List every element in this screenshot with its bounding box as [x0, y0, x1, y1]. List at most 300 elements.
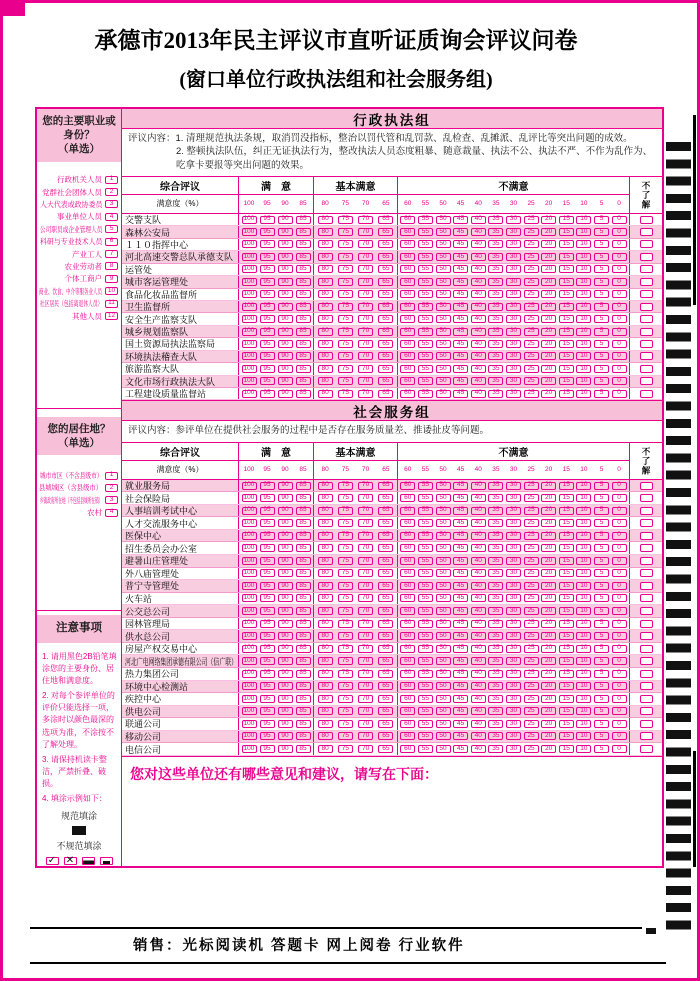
bubble-unknown[interactable]: [640, 377, 653, 385]
bubble-unknown[interactable]: [640, 632, 653, 640]
bubble-60[interactable]: 60: [400, 707, 415, 715]
bubble-90[interactable]: 90: [278, 482, 293, 490]
bubble-85[interactable]: 85: [296, 365, 311, 373]
bubble-30[interactable]: 30: [506, 507, 521, 515]
bubble-50[interactable]: 50: [436, 365, 451, 373]
bubble-50[interactable]: 50: [436, 377, 451, 385]
bubble-20[interactable]: 20: [541, 620, 556, 628]
bubble-5[interactable]: 5: [594, 657, 609, 665]
bubble-80[interactable]: 80: [318, 657, 333, 665]
occupation-option[interactable]: [37, 260, 121, 272]
bubble-50[interactable]: 50: [436, 632, 451, 640]
bubble-50[interactable]: 50: [436, 732, 451, 740]
bubble-60[interactable]: 60: [400, 240, 415, 248]
bubble-90[interactable]: 90: [278, 670, 293, 678]
bubble-5[interactable]: 5: [594, 265, 609, 273]
bubble-70[interactable]: 70: [358, 707, 373, 715]
bubble-75[interactable]: 75: [338, 340, 353, 348]
bubble-70[interactable]: 70: [358, 682, 373, 690]
bubble-70[interactable]: 70: [358, 544, 373, 552]
bubble-25[interactable]: 25: [524, 365, 539, 373]
bubble-20[interactable]: 20: [541, 494, 556, 502]
bubble-40[interactable]: 40: [471, 607, 486, 615]
bubble-90[interactable]: 90: [278, 240, 293, 248]
bubble-15[interactable]: 15: [559, 278, 574, 286]
bubble-55[interactable]: 55: [418, 507, 433, 515]
bubble-85[interactable]: 85: [296, 620, 311, 628]
bubble-10[interactable]: 10: [576, 278, 591, 286]
bubble-25[interactable]: 25: [524, 240, 539, 248]
bubble-70[interactable]: 70: [358, 695, 373, 703]
bubble-100[interactable]: 100: [242, 620, 257, 628]
bubble-80[interactable]: 80: [318, 695, 333, 703]
bubble-95[interactable]: 95: [260, 303, 275, 311]
bubble-5[interactable]: 5: [594, 695, 609, 703]
bubble-80[interactable]: 80: [318, 544, 333, 552]
bubble-50[interactable]: 50: [436, 569, 451, 577]
bubble-60[interactable]: 60: [400, 253, 415, 261]
bubble-50[interactable]: 50: [436, 482, 451, 490]
bubble-55[interactable]: 55: [418, 377, 433, 385]
bubble-55[interactable]: 55: [418, 695, 433, 703]
bubble-50[interactable]: 50: [436, 216, 451, 224]
bubble-10[interactable]: 10: [576, 507, 591, 515]
bubble-10[interactable]: 10: [576, 352, 591, 360]
bubble-unknown[interactable]: [640, 340, 653, 348]
bubble-80[interactable]: 80: [318, 582, 333, 590]
residence-option-bubble[interactable]: 1: [105, 472, 118, 480]
bubble-40[interactable]: 40: [471, 240, 486, 248]
bubble-5[interactable]: 5: [594, 328, 609, 336]
bubble-10[interactable]: 10: [576, 532, 591, 540]
bubble-35[interactable]: 35: [488, 494, 503, 502]
bubble-65[interactable]: 65: [378, 732, 393, 740]
bubble-0[interactable]: 0: [612, 265, 627, 273]
bubble-15[interactable]: 15: [559, 720, 574, 728]
bubble-20[interactable]: 20: [541, 216, 556, 224]
bubble-55[interactable]: 55: [418, 240, 433, 248]
bubble-70[interactable]: 70: [358, 720, 373, 728]
bubble-15[interactable]: 15: [559, 582, 574, 590]
bubble-70[interactable]: 70: [358, 657, 373, 665]
bubble-15[interactable]: 15: [559, 745, 574, 753]
bubble-15[interactable]: 15: [559, 519, 574, 527]
bubble-90[interactable]: 90: [278, 519, 293, 527]
bubble-95[interactable]: 95: [260, 695, 275, 703]
bubble-60[interactable]: 60: [400, 607, 415, 615]
bubble-80[interactable]: 80: [318, 253, 333, 261]
bubble-55[interactable]: 55: [418, 290, 433, 298]
bubble-60[interactable]: 60: [400, 569, 415, 577]
bubble-30[interactable]: 30: [506, 745, 521, 753]
bubble-50[interactable]: 50: [436, 340, 451, 348]
bubble-70[interactable]: 70: [358, 253, 373, 261]
bubble-unknown[interactable]: [640, 494, 653, 502]
bubble-0[interactable]: 0: [612, 632, 627, 640]
bubble-80[interactable]: 80: [318, 228, 333, 236]
bubble-35[interactable]: 35: [488, 352, 503, 360]
bubble-30[interactable]: 30: [506, 557, 521, 565]
bubble-10[interactable]: 10: [576, 645, 591, 653]
bubble-20[interactable]: 20: [541, 352, 556, 360]
bubble-20[interactable]: 20: [541, 265, 556, 273]
bubble-70[interactable]: 70: [358, 732, 373, 740]
bubble-55[interactable]: 55: [418, 340, 433, 348]
occupation-option[interactable]: [37, 310, 121, 322]
bubble-100[interactable]: 100: [242, 594, 257, 602]
bubble-90[interactable]: 90: [278, 377, 293, 385]
bubble-5[interactable]: 5: [594, 557, 609, 565]
bubble-5[interactable]: 5: [594, 240, 609, 248]
bubble-50[interactable]: 50: [436, 645, 451, 653]
bubble-75[interactable]: 75: [338, 532, 353, 540]
bubble-80[interactable]: 80: [318, 377, 333, 385]
bubble-50[interactable]: 50: [436, 328, 451, 336]
bubble-5[interactable]: 5: [594, 377, 609, 385]
bubble-85[interactable]: 85: [296, 494, 311, 502]
bubble-70[interactable]: 70: [358, 507, 373, 515]
bubble-20[interactable]: 20: [541, 632, 556, 640]
bubble-15[interactable]: 15: [559, 670, 574, 678]
bubble-100[interactable]: 100: [242, 240, 257, 248]
bubble-85[interactable]: 85: [296, 657, 311, 665]
bubble-80[interactable]: 80: [318, 519, 333, 527]
bubble-60[interactable]: 60: [400, 720, 415, 728]
bubble-75[interactable]: 75: [338, 352, 353, 360]
bubble-40[interactable]: 40: [471, 532, 486, 540]
bubble-60[interactable]: 60: [400, 315, 415, 323]
bubble-15[interactable]: 15: [559, 216, 574, 224]
bubble-60[interactable]: 60: [400, 594, 415, 602]
bubble-15[interactable]: 15: [559, 682, 574, 690]
bubble-85[interactable]: 85: [296, 745, 311, 753]
bubble-20[interactable]: 20: [541, 544, 556, 552]
bubble-40[interactable]: 40: [471, 482, 486, 490]
bubble-20[interactable]: 20: [541, 290, 556, 298]
bubble-60[interactable]: 60: [400, 632, 415, 640]
bubble-85[interactable]: 85: [296, 377, 311, 385]
bubble-45[interactable]: 45: [453, 328, 468, 336]
bubble-30[interactable]: 30: [506, 582, 521, 590]
occupation-option-bubble[interactable]: 10: [105, 287, 118, 295]
bubble-unknown[interactable]: [640, 228, 653, 236]
bubble-75[interactable]: 75: [338, 745, 353, 753]
bubble-65[interactable]: 65: [378, 607, 393, 615]
bubble-10[interactable]: 10: [576, 557, 591, 565]
residence-option[interactable]: [37, 482, 121, 494]
bubble-55[interactable]: 55: [418, 657, 433, 665]
bubble-40[interactable]: 40: [471, 228, 486, 236]
bubble-95[interactable]: 95: [260, 607, 275, 615]
bubble-55[interactable]: 55: [418, 352, 433, 360]
bubble-70[interactable]: 70: [358, 569, 373, 577]
bubble-90[interactable]: 90: [278, 278, 293, 286]
bubble-15[interactable]: 15: [559, 315, 574, 323]
bubble-60[interactable]: 60: [400, 228, 415, 236]
bubble-65[interactable]: 65: [378, 253, 393, 261]
occupation-option[interactable]: [37, 235, 121, 247]
bubble-unknown[interactable]: [640, 682, 653, 690]
bubble-75[interactable]: 75: [338, 253, 353, 261]
bubble-70[interactable]: 70: [358, 303, 373, 311]
bubble-10[interactable]: 10: [576, 657, 591, 665]
bubble-unknown[interactable]: [640, 720, 653, 728]
bubble-55[interactable]: 55: [418, 544, 433, 552]
bubble-90[interactable]: 90: [278, 745, 293, 753]
bubble-45[interactable]: 45: [453, 632, 468, 640]
bubble-20[interactable]: 20: [541, 228, 556, 236]
bubble-95[interactable]: 95: [260, 290, 275, 298]
bubble-35[interactable]: 35: [488, 670, 503, 678]
bubble-45[interactable]: 45: [453, 695, 468, 703]
bubble-75[interactable]: 75: [338, 682, 353, 690]
bubble-35[interactable]: 35: [488, 216, 503, 224]
bubble-0[interactable]: 0: [612, 682, 627, 690]
bubble-25[interactable]: 25: [524, 216, 539, 224]
bubble-65[interactable]: 65: [378, 645, 393, 653]
bubble-75[interactable]: 75: [338, 290, 353, 298]
bubble-60[interactable]: 60: [400, 290, 415, 298]
bubble-unknown[interactable]: [640, 544, 653, 552]
bubble-10[interactable]: 10: [576, 720, 591, 728]
bubble-55[interactable]: 55: [418, 278, 433, 286]
bubble-90[interactable]: 90: [278, 569, 293, 577]
bubble-10[interactable]: 10: [576, 544, 591, 552]
bubble-25[interactable]: 25: [524, 290, 539, 298]
bubble-100[interactable]: 100: [242, 519, 257, 527]
bubble-15[interactable]: 15: [559, 620, 574, 628]
bubble-5[interactable]: 5: [594, 745, 609, 753]
bubble-10[interactable]: 10: [576, 695, 591, 703]
bubble-25[interactable]: 25: [524, 594, 539, 602]
bubble-75[interactable]: 75: [338, 582, 353, 590]
bubble-45[interactable]: 45: [453, 557, 468, 565]
bubble-35[interactable]: 35: [488, 519, 503, 527]
bubble-40[interactable]: 40: [471, 265, 486, 273]
bubble-40[interactable]: 40: [471, 569, 486, 577]
bubble-75[interactable]: 75: [338, 228, 353, 236]
bubble-unknown[interactable]: [640, 657, 653, 665]
bubble-90[interactable]: 90: [278, 340, 293, 348]
bubble-65[interactable]: 65: [378, 632, 393, 640]
bubble-unknown[interactable]: [640, 695, 653, 703]
bubble-30[interactable]: 30: [506, 645, 521, 653]
bubble-20[interactable]: 20: [541, 682, 556, 690]
bubble-85[interactable]: 85: [296, 582, 311, 590]
bubble-35[interactable]: 35: [488, 328, 503, 336]
bubble-15[interactable]: 15: [559, 569, 574, 577]
bubble-50[interactable]: 50: [436, 707, 451, 715]
bubble-unknown[interactable]: [640, 532, 653, 540]
bubble-70[interactable]: 70: [358, 216, 373, 224]
bubble-30[interactable]: 30: [506, 594, 521, 602]
bubble-15[interactable]: 15: [559, 365, 574, 373]
bubble-45[interactable]: 45: [453, 507, 468, 515]
bubble-70[interactable]: 70: [358, 228, 373, 236]
bubble-10[interactable]: 10: [576, 290, 591, 298]
bubble-95[interactable]: 95: [260, 253, 275, 261]
bubble-30[interactable]: 30: [506, 532, 521, 540]
bubble-55[interactable]: 55: [418, 745, 433, 753]
bubble-0[interactable]: 0: [612, 707, 627, 715]
bubble-unknown[interactable]: [640, 707, 653, 715]
bubble-25[interactable]: 25: [524, 532, 539, 540]
bubble-80[interactable]: 80: [318, 340, 333, 348]
bubble-65[interactable]: 65: [378, 390, 393, 398]
bubble-45[interactable]: 45: [453, 482, 468, 490]
bubble-60[interactable]: 60: [400, 494, 415, 502]
bubble-50[interactable]: 50: [436, 607, 451, 615]
bubble-10[interactable]: 10: [576, 240, 591, 248]
bubble-5[interactable]: 5: [594, 620, 609, 628]
bubble-65[interactable]: 65: [378, 494, 393, 502]
bubble-10[interactable]: 10: [576, 390, 591, 398]
bubble-100[interactable]: 100: [242, 315, 257, 323]
bubble-70[interactable]: 70: [358, 240, 373, 248]
bubble-100[interactable]: 100: [242, 695, 257, 703]
bubble-35[interactable]: 35: [488, 290, 503, 298]
bubble-55[interactable]: 55: [418, 315, 433, 323]
bubble-35[interactable]: 35: [488, 482, 503, 490]
bubble-15[interactable]: 15: [559, 657, 574, 665]
bubble-100[interactable]: 100: [242, 607, 257, 615]
bubble-25[interactable]: 25: [524, 632, 539, 640]
bubble-5[interactable]: 5: [594, 365, 609, 373]
bubble-0[interactable]: 0: [612, 657, 627, 665]
bubble-40[interactable]: 40: [471, 315, 486, 323]
bubble-5[interactable]: 5: [594, 607, 609, 615]
bubble-85[interactable]: 85: [296, 557, 311, 565]
bubble-40[interactable]: 40: [471, 352, 486, 360]
bubble-80[interactable]: 80: [318, 632, 333, 640]
bubble-55[interactable]: 55: [418, 632, 433, 640]
bubble-35[interactable]: 35: [488, 278, 503, 286]
bubble-25[interactable]: 25: [524, 645, 539, 653]
bubble-25[interactable]: 25: [524, 494, 539, 502]
bubble-60[interactable]: 60: [400, 657, 415, 665]
bubble-0[interactable]: 0: [612, 670, 627, 678]
bubble-5[interactable]: 5: [594, 582, 609, 590]
bubble-10[interactable]: 10: [576, 745, 591, 753]
bubble-90[interactable]: 90: [278, 544, 293, 552]
bubble-45[interactable]: 45: [453, 377, 468, 385]
occupation-option-bubble[interactable]: 9: [105, 275, 118, 283]
bubble-10[interactable]: 10: [576, 519, 591, 527]
bubble-20[interactable]: 20: [541, 645, 556, 653]
bubble-95[interactable]: 95: [260, 352, 275, 360]
bubble-15[interactable]: 15: [559, 303, 574, 311]
bubble-20[interactable]: 20: [541, 657, 556, 665]
bubble-10[interactable]: 10: [576, 494, 591, 502]
bubble-15[interactable]: 15: [559, 557, 574, 565]
bubble-85[interactable]: 85: [296, 240, 311, 248]
residence-option-bubble[interactable]: 4: [105, 509, 118, 517]
bubble-unknown[interactable]: [640, 582, 653, 590]
bubble-65[interactable]: 65: [378, 290, 393, 298]
bubble-40[interactable]: 40: [471, 303, 486, 311]
bubble-75[interactable]: 75: [338, 732, 353, 740]
bubble-40[interactable]: 40: [471, 519, 486, 527]
bubble-65[interactable]: 65: [378, 482, 393, 490]
bubble-70[interactable]: 70: [358, 582, 373, 590]
bubble-100[interactable]: 100: [242, 265, 257, 273]
bubble-50[interactable]: 50: [436, 290, 451, 298]
bubble-95[interactable]: 95: [260, 707, 275, 715]
bubble-10[interactable]: 10: [576, 303, 591, 311]
bubble-35[interactable]: 35: [488, 390, 503, 398]
comment-write-area[interactable]: [122, 784, 662, 866]
bubble-70[interactable]: 70: [358, 557, 373, 565]
bubble-45[interactable]: 45: [453, 365, 468, 373]
bubble-50[interactable]: 50: [436, 265, 451, 273]
bubble-0[interactable]: 0: [612, 507, 627, 515]
bubble-70[interactable]: 70: [358, 315, 373, 323]
bubble-90[interactable]: 90: [278, 303, 293, 311]
bubble-10[interactable]: 10: [576, 228, 591, 236]
bubble-65[interactable]: 65: [378, 216, 393, 224]
bubble-100[interactable]: 100: [242, 632, 257, 640]
bubble-90[interactable]: 90: [278, 632, 293, 640]
bubble-55[interactable]: 55: [418, 670, 433, 678]
bubble-10[interactable]: 10: [576, 482, 591, 490]
bubble-75[interactable]: 75: [338, 278, 353, 286]
bubble-80[interactable]: 80: [318, 607, 333, 615]
bubble-20[interactable]: 20: [541, 582, 556, 590]
bubble-95[interactable]: 95: [260, 494, 275, 502]
bubble-50[interactable]: 50: [436, 720, 451, 728]
bubble-80[interactable]: 80: [318, 240, 333, 248]
bubble-95[interactable]: 95: [260, 582, 275, 590]
bubble-55[interactable]: 55: [418, 303, 433, 311]
bubble-85[interactable]: 85: [296, 507, 311, 515]
bubble-80[interactable]: 80: [318, 645, 333, 653]
bubble-95[interactable]: 95: [260, 315, 275, 323]
bubble-95[interactable]: 95: [260, 732, 275, 740]
bubble-0[interactable]: 0: [612, 594, 627, 602]
bubble-65[interactable]: 65: [378, 695, 393, 703]
bubble-70[interactable]: 70: [358, 594, 373, 602]
bubble-90[interactable]: 90: [278, 328, 293, 336]
bubble-60[interactable]: 60: [400, 582, 415, 590]
bubble-0[interactable]: 0: [612, 519, 627, 527]
bubble-25[interactable]: 25: [524, 228, 539, 236]
bubble-70[interactable]: 70: [358, 494, 373, 502]
bubble-90[interactable]: 90: [278, 507, 293, 515]
bubble-70[interactable]: 70: [358, 745, 373, 753]
bubble-60[interactable]: 60: [400, 620, 415, 628]
bubble-65[interactable]: 65: [378, 240, 393, 248]
bubble-50[interactable]: 50: [436, 745, 451, 753]
bubble-35[interactable]: 35: [488, 620, 503, 628]
bubble-75[interactable]: 75: [338, 507, 353, 515]
bubble-70[interactable]: 70: [358, 390, 373, 398]
bubble-20[interactable]: 20: [541, 594, 556, 602]
bubble-95[interactable]: 95: [260, 670, 275, 678]
bubble-25[interactable]: 25: [524, 390, 539, 398]
bubble-80[interactable]: 80: [318, 720, 333, 728]
bubble-15[interactable]: 15: [559, 377, 574, 385]
bubble-55[interactable]: 55: [418, 720, 433, 728]
bubble-100[interactable]: 100: [242, 670, 257, 678]
bubble-100[interactable]: 100: [242, 745, 257, 753]
bubble-90[interactable]: 90: [278, 228, 293, 236]
bubble-85[interactable]: 85: [296, 352, 311, 360]
bubble-35[interactable]: 35: [488, 707, 503, 715]
occupation-option[interactable]: [37, 273, 121, 285]
bubble-30[interactable]: 30: [506, 707, 521, 715]
bubble-80[interactable]: 80: [318, 265, 333, 273]
bubble-100[interactable]: 100: [242, 657, 257, 665]
